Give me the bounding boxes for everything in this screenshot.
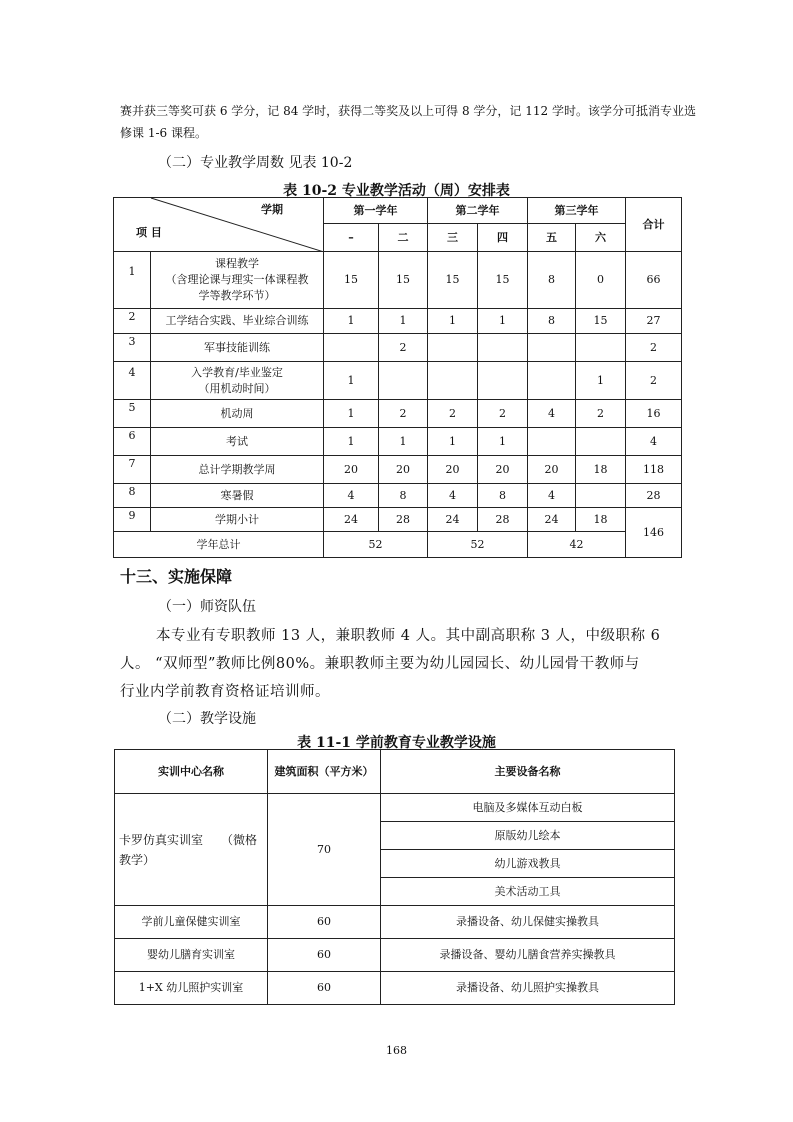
- header-term-5: 五: [528, 224, 576, 252]
- cell: [576, 484, 626, 508]
- page-number: 168: [386, 1044, 407, 1057]
- row-number: 5: [114, 400, 151, 428]
- cell: 15: [478, 252, 528, 309]
- equipment: 录播设备、幼儿照护实操教具: [381, 972, 675, 1005]
- section-13-heading: 十三、实施保障: [120, 567, 233, 586]
- row-number: 1: [114, 252, 151, 309]
- table-row: [115, 939, 675, 972]
- cell: 1: [428, 428, 478, 456]
- row-total: 16: [626, 400, 682, 428]
- room-area: 60: [268, 972, 381, 1005]
- header-center-name: 实训中心名称: [115, 750, 268, 794]
- row-total: 4: [626, 428, 682, 456]
- header-term-6: 六: [576, 224, 626, 252]
- table-row: [115, 906, 675, 939]
- cell: 24: [324, 508, 379, 532]
- cell: [478, 362, 528, 400]
- cell: 15: [428, 252, 478, 309]
- cell: 8: [379, 484, 428, 508]
- section-weeks-heading: （二）专业教学周数 见表 10-2: [158, 155, 353, 171]
- table-row: [115, 972, 675, 1005]
- cell: 8: [528, 309, 576, 334]
- row-total: 2: [626, 362, 682, 400]
- cell: 20: [428, 456, 478, 484]
- room-area: 60: [268, 906, 381, 939]
- cell: [528, 428, 576, 456]
- table-row: [114, 508, 682, 532]
- year-total-3: 42: [528, 532, 626, 558]
- cell: 2: [576, 400, 626, 428]
- table2-caption: 表 11-1 学前教育专业教学设施: [297, 735, 496, 751]
- room-area: 60: [268, 939, 381, 972]
- header-year2: 第二学年: [428, 198, 528, 224]
- year-total-1: 52: [324, 532, 428, 558]
- teaching-weeks-table: [113, 197, 682, 558]
- room-name-line: 教学）: [119, 852, 156, 867]
- cell: 28: [379, 508, 428, 532]
- room-name: [115, 794, 268, 906]
- room-name: 婴幼儿膳育实训室: [115, 939, 268, 972]
- cell: 8: [528, 252, 576, 309]
- header-area: 建筑面积（平方米）: [268, 750, 381, 794]
- row-number: 8: [114, 484, 151, 508]
- equipment-item: 美术活动工具: [381, 878, 675, 906]
- cell: 1: [576, 362, 626, 400]
- header-diagonal-cell: [114, 198, 324, 252]
- cell: [428, 334, 478, 362]
- cell: 15: [324, 252, 379, 309]
- equipment-item: 幼儿游戏教具: [381, 850, 675, 878]
- cell: [379, 362, 428, 400]
- table-row: [114, 428, 682, 456]
- header-term-3: 三: [428, 224, 478, 252]
- cell: [478, 334, 528, 362]
- cell: 4: [528, 484, 576, 508]
- table-row: [115, 794, 675, 822]
- intro-line-2: 修课 1-6 课程。: [120, 126, 207, 140]
- row-item: 寒暑假: [151, 484, 324, 508]
- teachers-line-2: 人。 “双师型”教师比例80%。兼职教师主要为幼儿园园长、幼儿园骨干教师与: [120, 656, 640, 672]
- cell: 20: [379, 456, 428, 484]
- cell: 2: [428, 400, 478, 428]
- cell: 18: [576, 508, 626, 532]
- row-item: 考试: [151, 428, 324, 456]
- facilities-table: [114, 749, 675, 1005]
- cell: [428, 362, 478, 400]
- row-number: 2: [114, 309, 151, 334]
- cell: [576, 428, 626, 456]
- cell: 2: [379, 334, 428, 362]
- year-total-row: [114, 532, 682, 558]
- header-year3: 第三学年: [528, 198, 626, 224]
- header-equipment: 主要设备名称: [381, 750, 675, 794]
- table1-caption: 表 10-2 专业教学活动（周）安排表: [283, 183, 510, 199]
- equipment: 录播设备、幼儿保健实操教具: [381, 906, 675, 939]
- equipment-item: 电脑及多媒体互动白板: [381, 794, 675, 822]
- cell: 1: [324, 400, 379, 428]
- cell: 20: [528, 456, 576, 484]
- teachers-line-3: 行业内学前教育资格证培训师。: [120, 684, 330, 700]
- table-row: [114, 309, 682, 334]
- cell: 15: [576, 309, 626, 334]
- row-total: 27: [626, 309, 682, 334]
- header-term-2: 二: [379, 224, 428, 252]
- cell: [324, 334, 379, 362]
- row-item-line: （用机动时间）: [198, 381, 276, 395]
- cell: 20: [478, 456, 528, 484]
- intro-line-1: 赛并获三等奖可获 6 学分，记 84 学时，获得二等奖及以上可得 8 学分，记 112 学时。该学分可抵消专业选: [120, 104, 696, 118]
- cell: 4: [324, 484, 379, 508]
- cell: 1: [379, 428, 428, 456]
- table-row: [114, 252, 682, 309]
- row-item: 学期小计: [151, 508, 324, 532]
- row-total: 2: [626, 334, 682, 362]
- cell: 15: [379, 252, 428, 309]
- header-semester: 学期: [261, 203, 283, 216]
- row-total: 28: [626, 484, 682, 508]
- cell: 1: [379, 309, 428, 334]
- row-item-line: （含理论课与理实一体课程教: [165, 273, 309, 286]
- table-row: [114, 484, 682, 508]
- facilities-heading: （二）教学设施: [158, 711, 256, 727]
- cell: 1: [324, 428, 379, 456]
- row-item-line: 学等教学环节）: [198, 289, 276, 302]
- row-item: 工学结合实践、毕业综合训练: [151, 309, 324, 334]
- table-row: [114, 456, 682, 484]
- table-row: [114, 362, 682, 400]
- equipment-item: 原版幼儿绘本: [381, 822, 675, 850]
- row-item: 总计学期教学周: [151, 456, 324, 484]
- equipment: 录播设备、婴幼儿膳食营养实操教具: [381, 939, 675, 972]
- year-total-2: 52: [428, 532, 528, 558]
- cell: 18: [576, 456, 626, 484]
- table-row: [114, 400, 682, 428]
- teachers-line-1: 本专业有专职教师 13 人，兼职教师 4 人。其中副高职称 3 人，中级职称 6: [156, 628, 661, 644]
- row-total: 118: [626, 456, 682, 484]
- cell: [528, 362, 576, 400]
- row-item: [151, 252, 324, 309]
- header-item: 项 目: [136, 226, 162, 239]
- row-item: 机动周: [151, 400, 324, 428]
- cell: 1: [324, 309, 379, 334]
- cell: [576, 334, 626, 362]
- table-row: [114, 334, 682, 362]
- cell: 4: [428, 484, 478, 508]
- cell: 4: [528, 400, 576, 428]
- row-item-line: 入学教育/毕业鉴定: [191, 365, 283, 379]
- row-number: 6: [114, 428, 151, 456]
- row-item-line: 课程教学: [215, 257, 259, 270]
- row-number: 9: [114, 508, 151, 532]
- row-number: 3: [114, 334, 151, 362]
- room-area: 70: [268, 794, 381, 906]
- room-name: 1+X 幼儿照护实训室: [115, 972, 268, 1005]
- row-number: 7: [114, 456, 151, 484]
- cell: 1: [478, 309, 528, 334]
- header-year1: 第一学年: [324, 198, 428, 224]
- cell: 0: [576, 252, 626, 309]
- row-total: 66: [626, 252, 682, 309]
- header-total: 合计: [626, 198, 682, 252]
- cell: 28: [478, 508, 528, 532]
- cell: 1: [478, 428, 528, 456]
- cell: 24: [428, 508, 478, 532]
- cell: 2: [379, 400, 428, 428]
- cell: 20: [324, 456, 379, 484]
- year-total-label: 学年总计: [114, 532, 324, 558]
- grand-total: 146: [626, 508, 682, 558]
- row-item: 军事技能训练: [151, 334, 324, 362]
- cell: 1: [428, 309, 478, 334]
- cell: 8: [478, 484, 528, 508]
- cell: [528, 334, 576, 362]
- cell: 2: [478, 400, 528, 428]
- cell: 24: [528, 508, 576, 532]
- row-number: 4: [114, 362, 151, 400]
- header-term-4: 四: [478, 224, 528, 252]
- room-name: 学前儿童保健实训室: [115, 906, 268, 939]
- header-term-1: –: [324, 224, 379, 252]
- cell: 1: [324, 362, 379, 400]
- room-name-line: 卡罗仿真实训室 （微格: [119, 832, 258, 847]
- teachers-heading: （一）师资队伍: [158, 599, 256, 615]
- row-item: [151, 362, 324, 400]
